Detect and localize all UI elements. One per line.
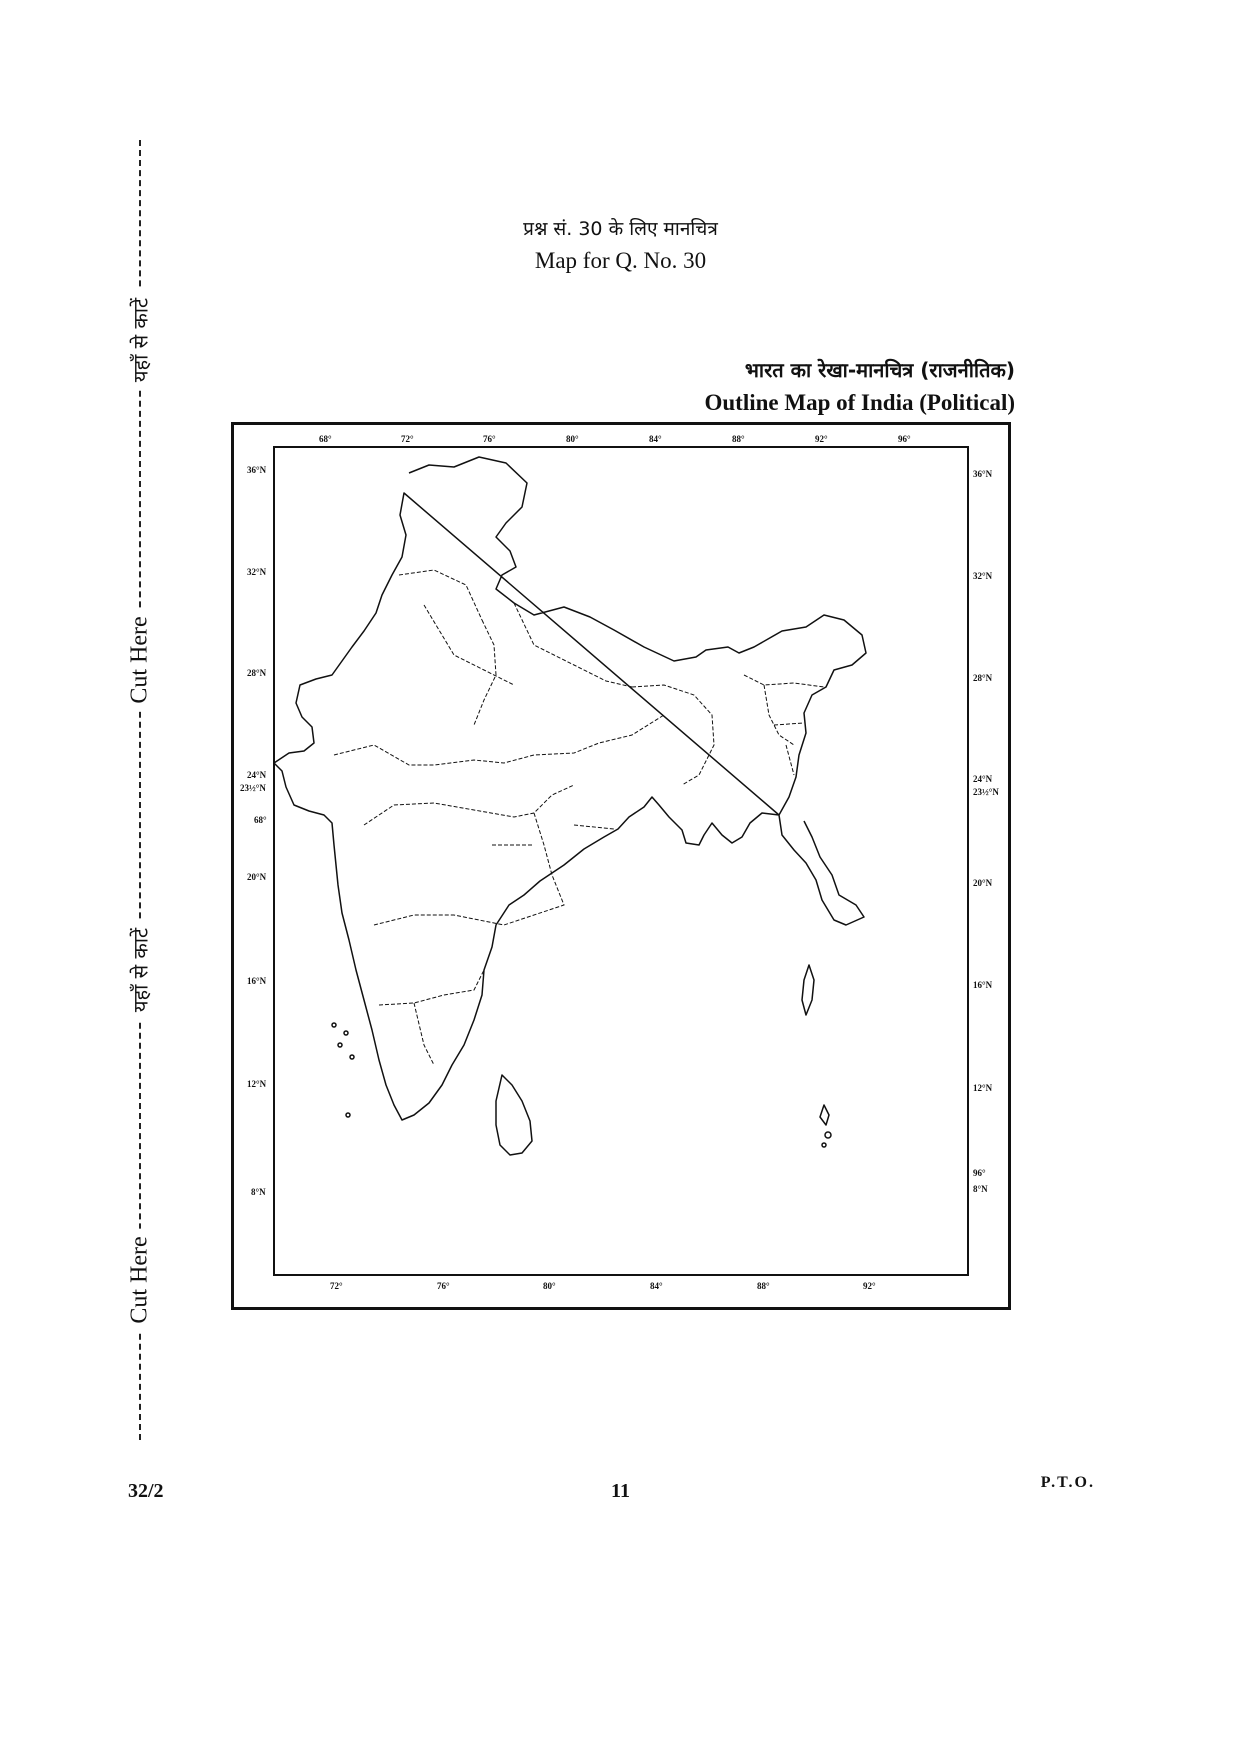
paper-code: 32/2	[128, 1480, 164, 1502]
lat-label-right: 32°N	[973, 571, 993, 581]
lat-label-left: 32°N	[247, 567, 267, 577]
lon-label-bottom: 80°	[543, 1281, 556, 1291]
lat-label-left: 16°N	[247, 976, 267, 986]
map-title-hindi: भारत का रेखा-मानचित्र (राजनीतिक)	[744, 358, 1015, 382]
india-outline-map	[234, 425, 1008, 1307]
lat-label-right: 8°N	[973, 1184, 988, 1194]
inner-map-border	[274, 447, 968, 1275]
map-frame	[231, 422, 1011, 1310]
andaman-islands	[802, 965, 814, 1015]
lat-label-right: 24°N	[973, 774, 993, 784]
question-heading-hindi-text: प्रश्न सं. 30 के लिए मानचित्र	[523, 218, 718, 240]
bottom-longitude-labels	[330, 1281, 876, 1291]
map-title-english: Outline Map of India (Political)	[704, 390, 1015, 415]
lon-label-top: 72°	[401, 434, 414, 444]
right-latitude-labels	[973, 469, 999, 1194]
nicobar-islands	[820, 1105, 829, 1125]
top-longitude-labels	[319, 434, 911, 444]
lat-label-left: 24°N	[247, 770, 267, 780]
lat-label-left: 28°N	[247, 668, 267, 678]
lon-label-top: 92°	[815, 434, 828, 444]
question-heading-english: Map for Q. No. 30	[534, 248, 707, 273]
lat-label-right: 36°N	[973, 469, 993, 479]
lon-label-top: 76°	[483, 434, 496, 444]
cut-here-hindi-bottom: यहाँ से काटें	[127, 920, 154, 1020]
lon-label-top: 80°	[566, 434, 579, 444]
lat-label-left: 8°N	[251, 1187, 266, 1197]
lat-label-right: 16°N	[973, 980, 993, 990]
lon-label-bottom: 76°	[437, 1281, 450, 1291]
lat-label-right: 12°N	[973, 1083, 993, 1093]
lon-label-top: 84°	[649, 434, 662, 444]
question-heading-hindi	[0, 213, 1241, 244]
lon-label-top: 88°	[732, 434, 745, 444]
lat-label-right: 23½°N	[973, 787, 999, 797]
lon-label-bottom: 92°	[863, 1281, 876, 1291]
cut-here-hindi-top: यहाँ से काटें	[127, 290, 154, 390]
lat-label-right: 28°N	[973, 673, 993, 683]
cut-strip	[120, 140, 160, 1440]
lat-label-right: 20°N	[973, 878, 993, 888]
lon-label-top: 68°	[319, 434, 332, 444]
lon-label-bottom: 88°	[757, 1281, 770, 1291]
cut-here-english-top: Cut Here	[127, 608, 154, 711]
india-mainland-outline	[274, 457, 866, 1120]
lon-label-bottom: 84°	[650, 1281, 663, 1291]
lat-label-left: 23½°N	[240, 783, 266, 793]
left-latitude-labels	[240, 465, 267, 1197]
lon-label-top: 96°	[898, 434, 911, 444]
india-outline	[274, 457, 866, 1155]
page-number: 11	[611, 1480, 630, 1502]
lat-label-left: 68°	[254, 815, 267, 825]
lat-label-left: 36°N	[247, 465, 267, 475]
pto-marker: P.T.O.	[1040, 1474, 1095, 1491]
sri-lanka-outline	[496, 1075, 532, 1155]
lat-label-left: 12°N	[247, 1079, 267, 1089]
lon-label-bottom: 72°	[330, 1281, 343, 1291]
cut-here-english-bottom: Cut Here	[127, 1228, 154, 1331]
lat-label-left: 20°N	[247, 872, 267, 882]
lat-label-right: 96°	[973, 1168, 986, 1178]
